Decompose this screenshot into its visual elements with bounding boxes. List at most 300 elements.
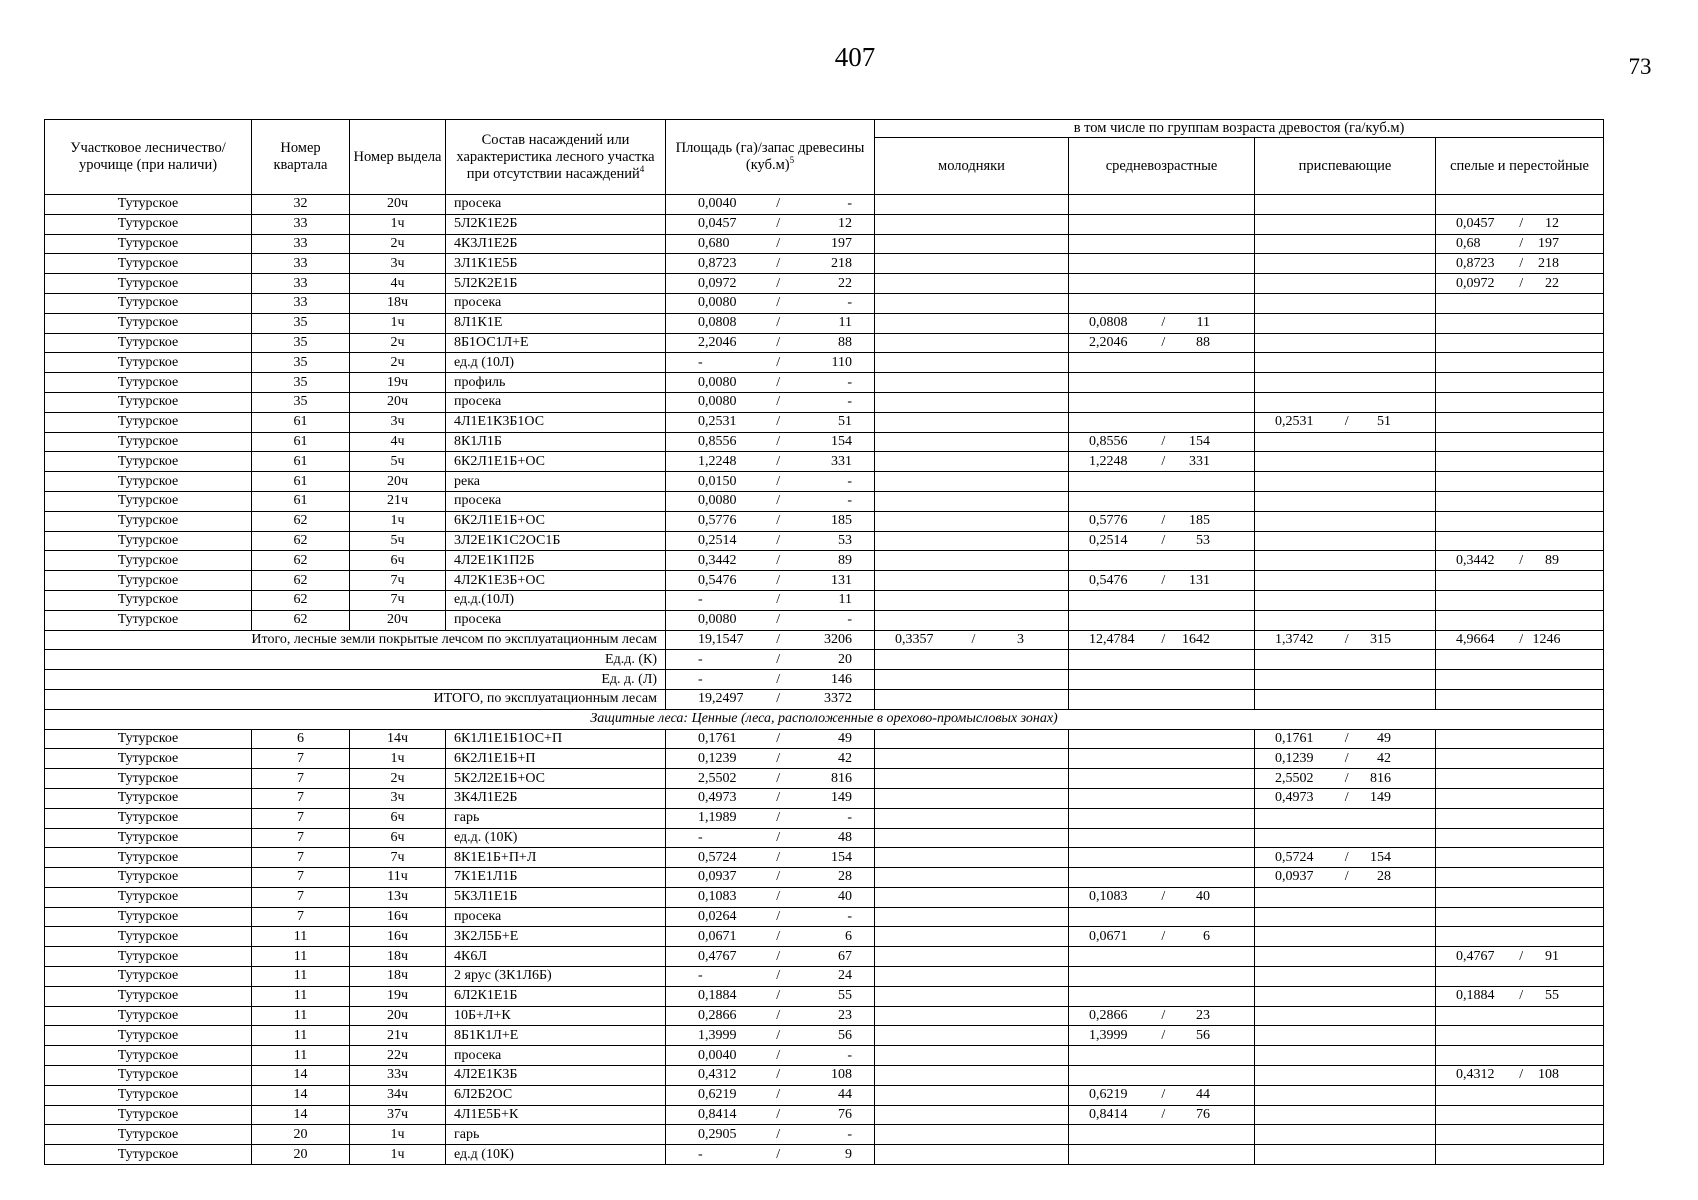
table-row: [45, 274, 1604, 294]
mature-cell: [1436, 1105, 1604, 1125]
premature-cell: [1255, 432, 1436, 452]
premature-cell: [1255, 392, 1436, 412]
young-cell: [875, 392, 1069, 412]
composition-cell: 3К2Л5Б+Е: [446, 927, 666, 947]
composition-cell: 4Л1Е5Б+К: [446, 1105, 666, 1125]
header-composition: Состав насаждений или характеристика лесного участка при отсутствии насаждений$^4$: [446, 120, 666, 195]
quarter-cell: 62: [252, 610, 350, 630]
young-cell: [875, 452, 1069, 472]
composition-cell: 4Л2Е1К1П2Б: [446, 551, 666, 571]
composition-cell: просека: [446, 195, 666, 215]
table-totals: [45, 630, 1604, 729]
forestry-cell: Тутурское: [45, 967, 252, 987]
area-volume-cell: 0,8723 / 218: [666, 254, 875, 274]
quarter-cell: 11: [252, 1026, 350, 1046]
young-cell: [875, 353, 1069, 373]
table-row: [45, 392, 1604, 412]
quarter-cell: 14: [252, 1066, 350, 1086]
table-row: [45, 254, 1604, 274]
middle-aged-cell: [1069, 214, 1255, 234]
middle-aged-cell: [1069, 1125, 1255, 1145]
table-row: [45, 887, 1604, 907]
table-row: [45, 293, 1604, 313]
middle-aged-cell: [1069, 195, 1255, 215]
forestry-cell: Тутурское: [45, 590, 252, 610]
plot-cell: 16ч: [350, 907, 446, 927]
young-cell: [875, 432, 1069, 452]
table-row: [45, 769, 1604, 789]
quarter-cell: 14: [252, 1105, 350, 1125]
middle-aged-cell: 1,2248 / 331: [1069, 452, 1255, 472]
middle-aged-cell: [1069, 947, 1255, 967]
composition-cell: 8Л1К1Е: [446, 313, 666, 333]
header-plot: Номер выдела: [350, 120, 446, 195]
mature-cell: [1436, 749, 1604, 769]
composition-cell: просека: [446, 1046, 666, 1066]
young-cell: [875, 1026, 1069, 1046]
young-cell: [875, 947, 1069, 967]
quarter-cell: 62: [252, 551, 350, 571]
forestry-cell: Тутурское: [45, 828, 252, 848]
quarter-cell: 35: [252, 353, 350, 373]
mature-cell: [1436, 927, 1604, 947]
young-cell: [875, 1006, 1069, 1026]
forestry-cell: Тутурское: [45, 373, 252, 393]
header-age-groups: в том числе по группам возраста древостоя (га/куб.м): [875, 120, 1604, 138]
middle-aged-cell: 0,1083 / 40: [1069, 887, 1255, 907]
forestry-cell: Тутурское: [45, 927, 252, 947]
area-volume-cell: 0,0972 / 22: [666, 274, 875, 294]
premature-cell: [1255, 1125, 1436, 1145]
mature-cell: [1436, 729, 1604, 749]
totals-row-single-l: [45, 670, 1604, 690]
quarter-cell: 14: [252, 1085, 350, 1105]
premature-cell: [1255, 887, 1436, 907]
young-cell: [875, 1046, 1069, 1066]
quarter-cell: 61: [252, 452, 350, 472]
area-volume-cell: 0,0080 / -: [666, 373, 875, 393]
mature-cell: [1436, 1085, 1604, 1105]
forestry-cell: Тутурское: [45, 234, 252, 254]
quarter-cell: 11: [252, 927, 350, 947]
plot-cell: 6ч: [350, 808, 446, 828]
mature-cell: [1436, 472, 1604, 492]
forestry-cell: Тутурское: [45, 907, 252, 927]
plot-cell: 21ч: [350, 491, 446, 511]
composition-cell: ед.д. (10К): [446, 828, 666, 848]
plot-cell: 34ч: [350, 1085, 446, 1105]
forestry-cell: Тутурское: [45, 788, 252, 808]
totals-single-l-label: Ед. д. (Л): [45, 670, 666, 690]
quarter-cell: 62: [252, 571, 350, 591]
premature-cell: 0,2531 / 51: [1255, 412, 1436, 432]
middle-aged-cell: [1069, 472, 1255, 492]
table-row: [45, 1105, 1604, 1125]
table-row: [45, 412, 1604, 432]
premature-cell: [1255, 353, 1436, 373]
area-volume-cell: 0,3442 / 89: [666, 551, 875, 571]
middle-aged-cell: [1069, 412, 1255, 432]
quarter-cell: 61: [252, 491, 350, 511]
middle-aged-cell: [1069, 868, 1255, 888]
totals-mature-value: 4,9664 / 1246: [1436, 630, 1604, 650]
area-volume-cell: 0,5476 / 131: [666, 571, 875, 591]
area-volume-cell: 0,1239 / 42: [666, 749, 875, 769]
young-cell: [875, 571, 1069, 591]
area-volume-cell: 0,1884 / 55: [666, 986, 875, 1006]
forestry-cell: Тутурское: [45, 274, 252, 294]
mature-cell: [1436, 1006, 1604, 1026]
plot-cell: 1ч: [350, 511, 446, 531]
header-mature: спелые и перестойные: [1436, 138, 1604, 195]
middle-aged-cell: [1069, 1066, 1255, 1086]
young-cell: [875, 610, 1069, 630]
plot-cell: 16ч: [350, 927, 446, 947]
composition-cell: 6К2Л1Е1Б+П: [446, 749, 666, 769]
plot-cell: 18ч: [350, 293, 446, 313]
area-volume-cell: 0,8414 / 76: [666, 1105, 875, 1125]
young-cell: [875, 887, 1069, 907]
premature-cell: [1255, 531, 1436, 551]
area-volume-cell: - / 110: [666, 353, 875, 373]
quarter-cell: 11: [252, 1006, 350, 1026]
area-volume-cell: 0,0080 / -: [666, 610, 875, 630]
premature-cell: [1255, 1006, 1436, 1026]
young-cell: [875, 551, 1069, 571]
forestry-cell: Тутурское: [45, 571, 252, 591]
premature-cell: 0,0937 / 28: [1255, 868, 1436, 888]
premature-cell: [1255, 551, 1436, 571]
premature-cell: [1255, 1105, 1436, 1125]
plot-cell: 5ч: [350, 531, 446, 551]
plot-cell: 21ч: [350, 1026, 446, 1046]
middle-aged-cell: [1069, 293, 1255, 313]
middle-aged-cell: [1069, 986, 1255, 1006]
middle-aged-cell: [1069, 392, 1255, 412]
mature-cell: [1436, 967, 1604, 987]
young-cell: [875, 868, 1069, 888]
composition-cell: 3Л1К1Е5Б: [446, 254, 666, 274]
premature-cell: [1255, 373, 1436, 393]
quarter-cell: 33: [252, 234, 350, 254]
composition-cell: просека: [446, 392, 666, 412]
table-row: [45, 333, 1604, 353]
forestry-cell: Тутурское: [45, 214, 252, 234]
plot-cell: 20ч: [350, 392, 446, 412]
premature-cell: [1255, 452, 1436, 472]
premature-cell: [1255, 947, 1436, 967]
plot-cell: 22ч: [350, 1046, 446, 1066]
plot-cell: 7ч: [350, 848, 446, 868]
quarter-cell: 7: [252, 887, 350, 907]
forestry-cell: Тутурское: [45, 868, 252, 888]
forestry-cell: Тутурское: [45, 1105, 252, 1125]
plot-cell: 2ч: [350, 353, 446, 373]
forest-inventory-table: [44, 119, 1604, 1165]
forestry-cell: Тутурское: [45, 491, 252, 511]
table-row: [45, 749, 1604, 769]
table-row: [45, 195, 1604, 215]
mature-cell: [1436, 392, 1604, 412]
quarter-cell: 11: [252, 986, 350, 1006]
middle-aged-cell: [1069, 907, 1255, 927]
middle-aged-cell: [1069, 551, 1255, 571]
plot-cell: 11ч: [350, 868, 446, 888]
plot-cell: 1ч: [350, 1145, 446, 1165]
composition-cell: 10Б+Л+К: [446, 1006, 666, 1026]
forestry-cell: Тутурское: [45, 313, 252, 333]
premature-cell: [1255, 828, 1436, 848]
area-volume-cell: 0,2531 / 51: [666, 412, 875, 432]
table-row: [45, 729, 1604, 749]
premature-cell: [1255, 1026, 1436, 1046]
mature-cell: [1436, 788, 1604, 808]
forestry-cell: Тутурское: [45, 749, 252, 769]
totals-single-k-value: - / 20: [666, 650, 875, 670]
composition-cell: ед.д (10К): [446, 1145, 666, 1165]
middle-aged-cell: [1069, 848, 1255, 868]
quarter-cell: 20: [252, 1145, 350, 1165]
mature-cell: [1436, 907, 1604, 927]
composition-cell: просека: [446, 610, 666, 630]
table-row: [45, 452, 1604, 472]
table-row: [45, 848, 1604, 868]
table-row: [45, 927, 1604, 947]
young-cell: [875, 808, 1069, 828]
middle-aged-cell: [1069, 234, 1255, 254]
young-cell: [875, 531, 1069, 551]
quarter-cell: 35: [252, 392, 350, 412]
young-cell: [875, 313, 1069, 333]
young-cell: [875, 828, 1069, 848]
forestry-cell: Тутурское: [45, 1145, 252, 1165]
quarter-cell: 35: [252, 313, 350, 333]
plot-cell: 3ч: [350, 254, 446, 274]
forestry-cell: Тутурское: [45, 195, 252, 215]
totals-middle-value: 12,4784 / 1642: [1069, 630, 1255, 650]
totals-row-exploitation: [45, 689, 1604, 709]
quarter-cell: 11: [252, 967, 350, 987]
premature-cell: [1255, 491, 1436, 511]
composition-cell: 6Л2Б2ОС: [446, 1085, 666, 1105]
table-row: [45, 1046, 1604, 1066]
quarter-cell: 32: [252, 195, 350, 215]
plot-cell: 2ч: [350, 333, 446, 353]
table-row: [45, 313, 1604, 333]
plot-cell: 1ч: [350, 214, 446, 234]
quarter-cell: 33: [252, 274, 350, 294]
middle-aged-cell: [1069, 274, 1255, 294]
area-volume-cell: 0,5724 / 154: [666, 848, 875, 868]
area-volume-cell: 0,5776 / 185: [666, 511, 875, 531]
mature-cell: [1436, 452, 1604, 472]
middle-aged-cell: 0,0808 / 11: [1069, 313, 1255, 333]
forestry-cell: Тутурское: [45, 887, 252, 907]
mature-cell: [1436, 1145, 1604, 1165]
middle-aged-cell: [1069, 590, 1255, 610]
totals-forest-label: Итого, лесные земли покрытые лечсом по эксплуатационным лесам: [45, 630, 666, 650]
composition-cell: 4Л2Е1К3Б: [446, 1066, 666, 1086]
table-row: [45, 1145, 1604, 1165]
mature-cell: 0,4767 / 91: [1436, 947, 1604, 967]
forestry-cell: Тутурское: [45, 452, 252, 472]
premature-cell: [1255, 195, 1436, 215]
mature-cell: [1436, 412, 1604, 432]
quarter-cell: 61: [252, 472, 350, 492]
middle-aged-cell: [1069, 967, 1255, 987]
young-cell: [875, 1145, 1069, 1165]
totals-premature-value: 1,3742 / 315: [1255, 630, 1436, 650]
young-cell: [875, 373, 1069, 393]
table-row: [45, 610, 1604, 630]
plot-cell: 7ч: [350, 571, 446, 591]
mature-cell: [1436, 353, 1604, 373]
mature-cell: [1436, 1026, 1604, 1046]
area-volume-cell: 0,1761 / 49: [666, 729, 875, 749]
young-cell: [875, 254, 1069, 274]
plot-cell: 20ч: [350, 610, 446, 630]
quarter-cell: 11: [252, 1046, 350, 1066]
quarter-cell: 7: [252, 848, 350, 868]
area-volume-cell: 0,2866 / 23: [666, 1006, 875, 1026]
young-cell: [875, 749, 1069, 769]
middle-aged-cell: 0,0671 / 6: [1069, 927, 1255, 947]
forestry-cell: Тутурское: [45, 392, 252, 412]
area-volume-cell: 0,0040 / -: [666, 195, 875, 215]
premature-cell: [1255, 214, 1436, 234]
premature-cell: [1255, 511, 1436, 531]
mature-cell: [1436, 571, 1604, 591]
premature-cell: 0,1761 / 49: [1255, 729, 1436, 749]
table-row: [45, 967, 1604, 987]
quarter-cell: 6: [252, 729, 350, 749]
totals-single-l-value: - / 146: [666, 670, 875, 690]
forestry-cell: Тутурское: [45, 1066, 252, 1086]
plot-cell: 2ч: [350, 769, 446, 789]
premature-cell: 0,1239 / 42: [1255, 749, 1436, 769]
composition-cell: 3Л2Е1К1С2ОС1Б: [446, 531, 666, 551]
young-cell: [875, 788, 1069, 808]
forestry-cell: Тутурское: [45, 551, 252, 571]
forestry-cell: Тутурское: [45, 1006, 252, 1026]
quarter-cell: 7: [252, 868, 350, 888]
quarter-cell: 7: [252, 828, 350, 848]
header-quarter: Номер квартала: [252, 120, 350, 195]
quarter-cell: 33: [252, 214, 350, 234]
forestry-cell: Тутурское: [45, 1125, 252, 1145]
young-cell: [875, 590, 1069, 610]
mature-cell: [1436, 1125, 1604, 1145]
mature-cell: [1436, 590, 1604, 610]
plot-cell: 19ч: [350, 986, 446, 1006]
composition-cell: 6Л2К1Е1Б: [446, 986, 666, 1006]
composition-cell: 6К1Л1Е1Б1ОС+П: [446, 729, 666, 749]
mature-cell: [1436, 828, 1604, 848]
middle-aged-cell: [1069, 788, 1255, 808]
table-row: [45, 788, 1604, 808]
plot-cell: 7ч: [350, 590, 446, 610]
middle-aged-cell: [1069, 808, 1255, 828]
area-volume-cell: 0,2905 / -: [666, 1125, 875, 1145]
middle-aged-cell: [1069, 729, 1255, 749]
mature-cell: [1436, 1046, 1604, 1066]
area-volume-cell: 0,4767 / 67: [666, 947, 875, 967]
table-row: [45, 1026, 1604, 1046]
area-volume-cell: 0,0080 / -: [666, 293, 875, 313]
premature-cell: [1255, 293, 1436, 313]
plot-cell: 3ч: [350, 412, 446, 432]
area-volume-cell: 0,4312 / 108: [666, 1066, 875, 1086]
middle-aged-cell: [1069, 769, 1255, 789]
young-cell: [875, 1125, 1069, 1145]
premature-cell: 0,4973 / 149: [1255, 788, 1436, 808]
premature-cell: [1255, 571, 1436, 591]
page-number: 407: [834, 42, 876, 72]
mature-cell: [1436, 313, 1604, 333]
forestry-cell: Тутурское: [45, 986, 252, 1006]
mature-cell: 0,3442 / 89: [1436, 551, 1604, 571]
forestry-cell: Тутурское: [45, 1046, 252, 1066]
young-cell: [875, 986, 1069, 1006]
premature-cell: 2,5502 / 816: [1255, 769, 1436, 789]
header-forestry: Участковое лесничество/ урочище (при наличи): [45, 120, 252, 195]
table-row: [45, 590, 1604, 610]
totals-exploitation-label: ИТОГО, по эксплуатационным лесам: [45, 689, 666, 709]
mature-cell: [1436, 868, 1604, 888]
young-cell: [875, 491, 1069, 511]
premature-cell: [1255, 274, 1436, 294]
middle-aged-cell: [1069, 353, 1255, 373]
mature-cell: [1436, 293, 1604, 313]
premature-cell: [1255, 610, 1436, 630]
quarter-cell: 62: [252, 531, 350, 551]
totals-exploitation-value: 19,2497 / 3372: [666, 689, 875, 709]
area-volume-cell: 0,1083 / 40: [666, 887, 875, 907]
young-cell: [875, 769, 1069, 789]
forestry-cell: Тутурское: [45, 472, 252, 492]
middle-aged-cell: 0,5776 / 185: [1069, 511, 1255, 531]
composition-cell: ед.д.(10Л): [446, 590, 666, 610]
area-volume-cell: 0,0080 / -: [666, 491, 875, 511]
plot-cell: 6ч: [350, 828, 446, 848]
young-cell: [875, 234, 1069, 254]
quarter-cell: 35: [252, 333, 350, 353]
area-volume-cell: 1,1989 / -: [666, 808, 875, 828]
area-volume-cell: 0,0937 / 28: [666, 868, 875, 888]
area-volume-cell: 0,0808 / 11: [666, 313, 875, 333]
table-row: [45, 511, 1604, 531]
plot-cell: 1ч: [350, 313, 446, 333]
table-row: [45, 947, 1604, 967]
forestry-cell: Тутурское: [45, 531, 252, 551]
table-row: [45, 491, 1604, 511]
forestry-cell: Тутурское: [45, 432, 252, 452]
composition-cell: 7К1Е1Л1Б: [446, 868, 666, 888]
plot-cell: 19ч: [350, 373, 446, 393]
plot-cell: 18ч: [350, 967, 446, 987]
composition-cell: гарь: [446, 808, 666, 828]
forestry-cell: Тутурское: [45, 729, 252, 749]
plot-cell: 13ч: [350, 887, 446, 907]
composition-cell: 6К2Л1Е1Б+ОС: [446, 452, 666, 472]
forestry-cell: Тутурское: [45, 1085, 252, 1105]
quarter-cell: 7: [252, 769, 350, 789]
composition-cell: 8К1Л1Б: [446, 432, 666, 452]
mature-cell: [1436, 511, 1604, 531]
young-cell: [875, 848, 1069, 868]
table-row: [45, 432, 1604, 452]
quarter-cell: 61: [252, 432, 350, 452]
